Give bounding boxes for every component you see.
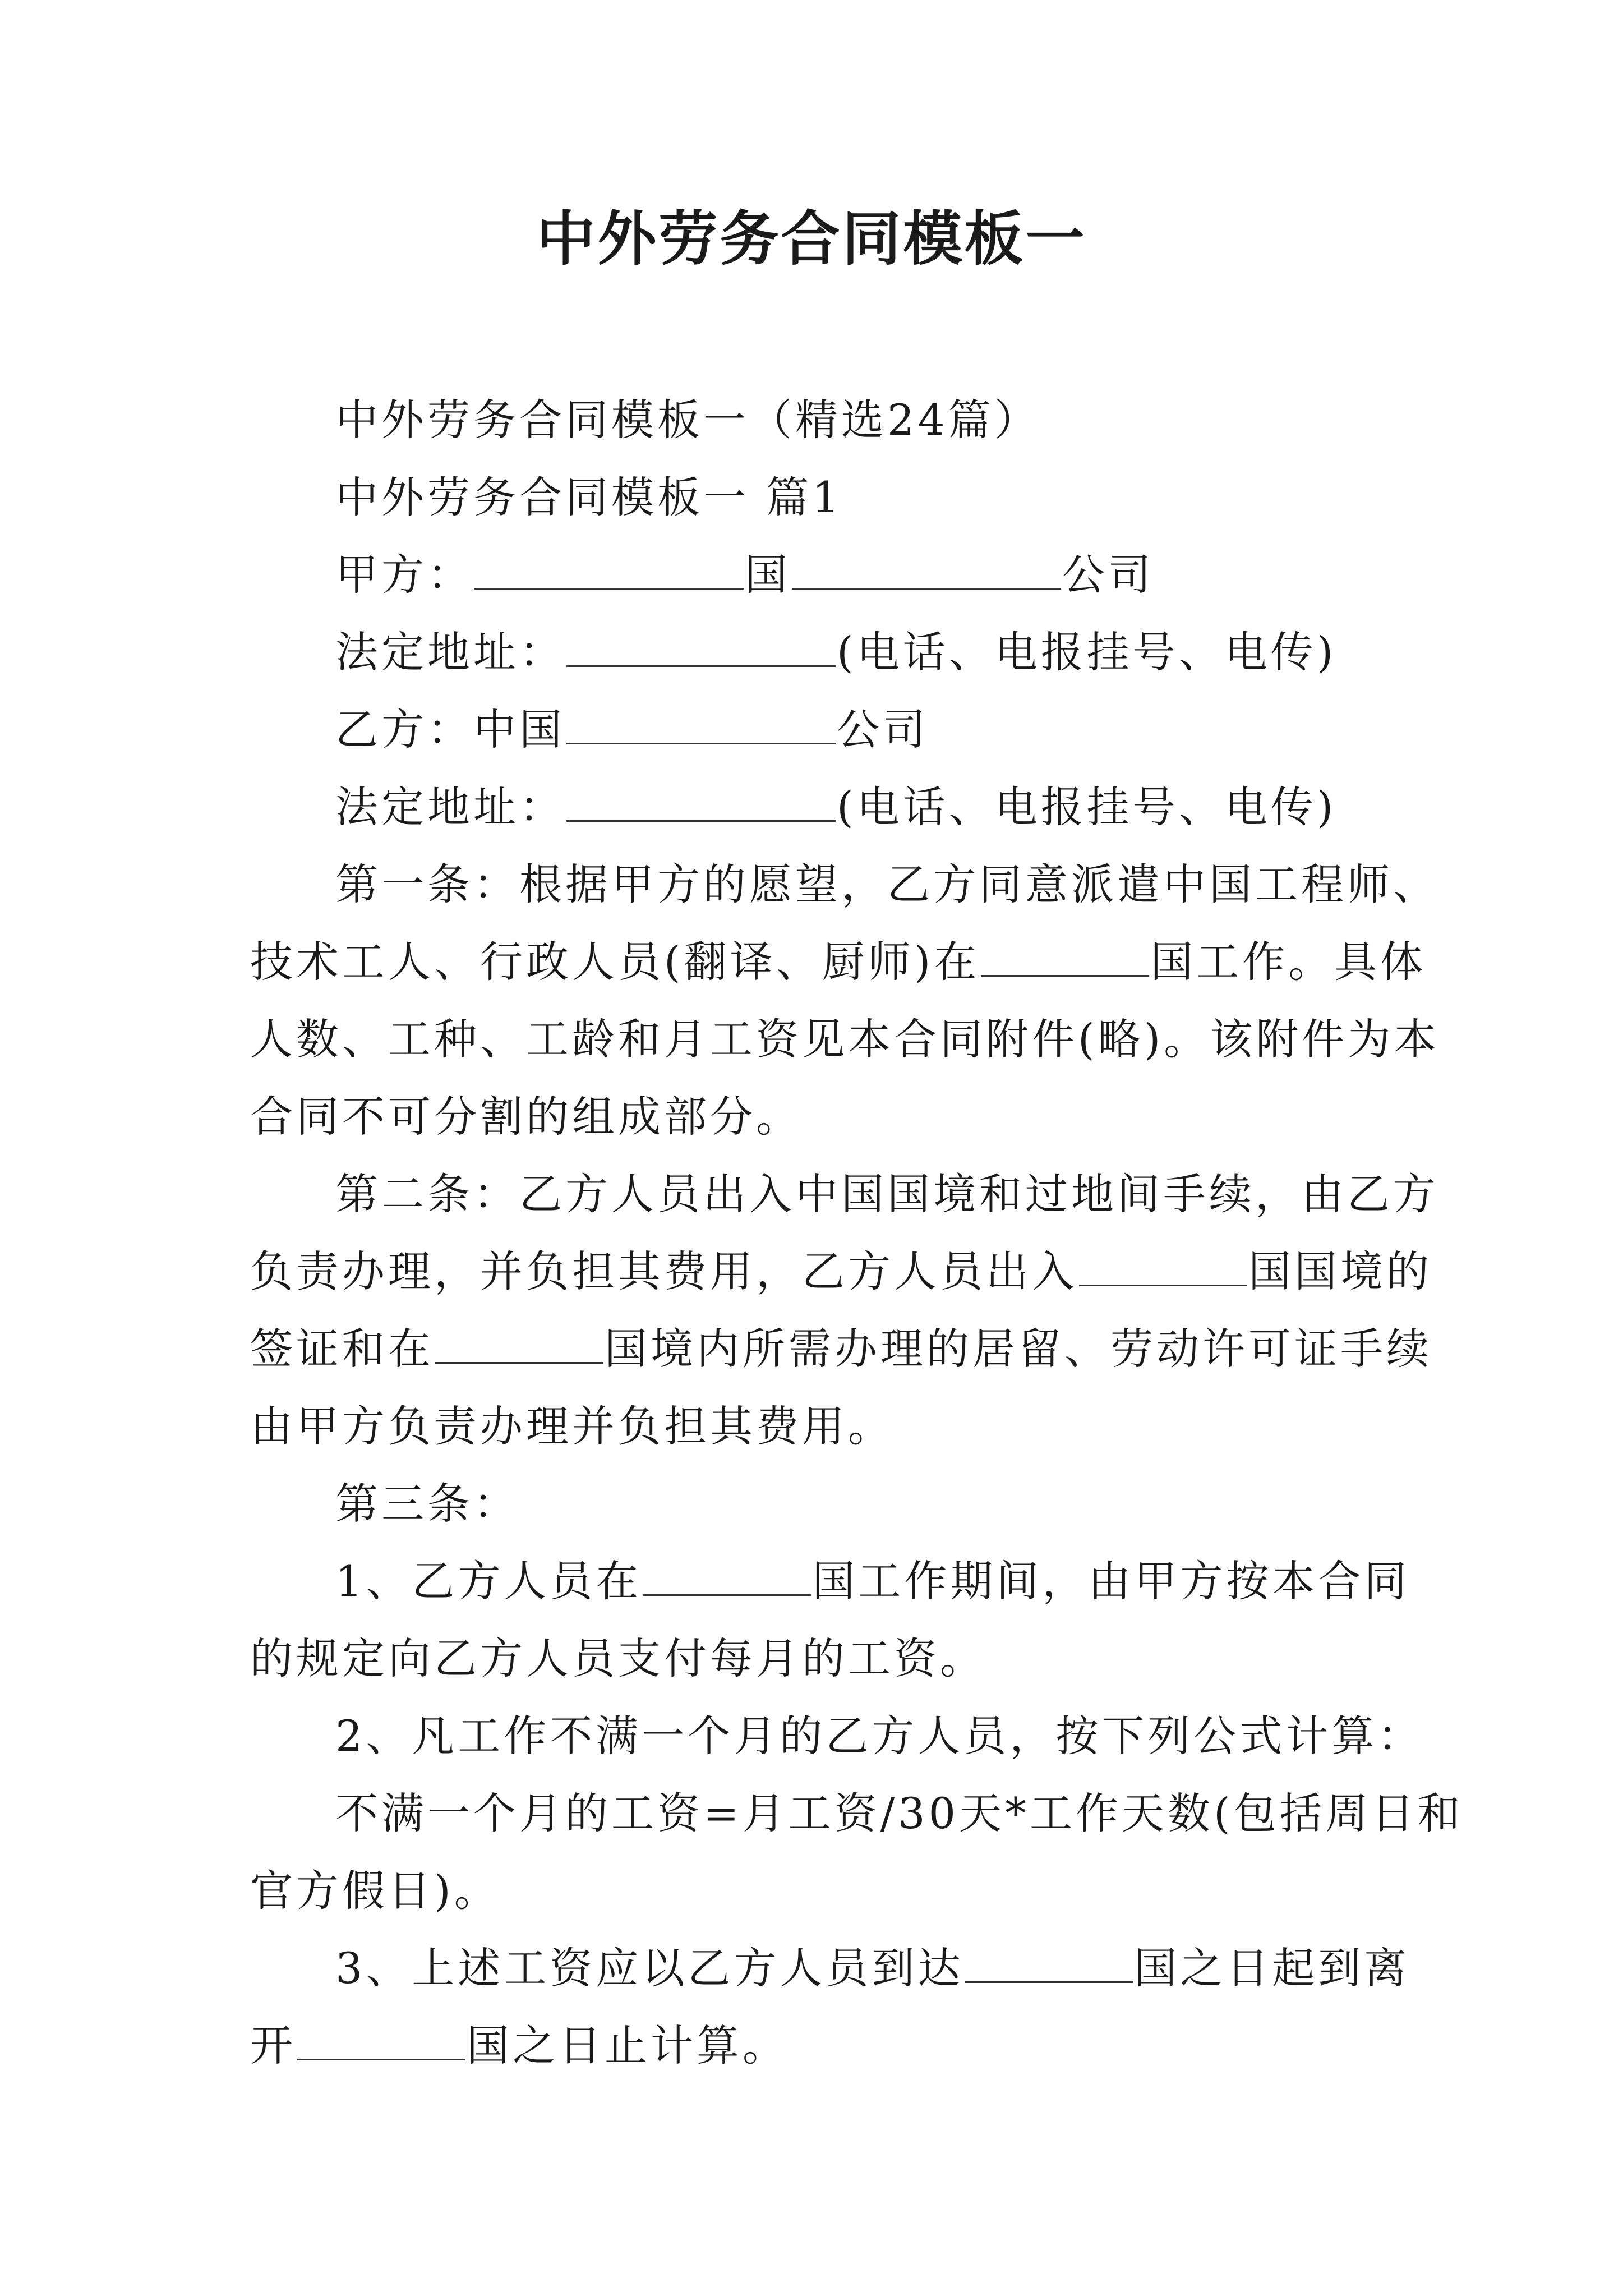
article-2-line-1: 第二条：乙方人员出入中国国境和过地间手续，由乙方	[335, 1169, 1439, 1219]
article-2-line-3	[250, 1310, 1432, 1388]
company-suffix: 公司	[1062, 550, 1154, 600]
address-suffix: (电话、电报挂号、电传)	[837, 627, 1337, 677]
article-3-item-1	[250, 1543, 1410, 1620]
article-2-line-4: 由甲方负责办理并负担其费用。	[250, 1401, 894, 1451]
country-blank	[965, 1948, 1133, 1983]
country-blank	[297, 2025, 465, 2060]
formula-line-2: 官方假日)。	[250, 1866, 500, 1916]
party-a-line	[250, 536, 1389, 614]
document-body	[250, 381, 1464, 2085]
country-blank	[474, 554, 744, 590]
text-segment: 国境内所需办理的居留、劳动许可证手续	[605, 1324, 1432, 1374]
text-segment: 1、乙方人员在	[335, 1556, 642, 1606]
text-segment: 国国境的	[1248, 1246, 1432, 1296]
party-b-label: 乙方：中国	[335, 705, 565, 754]
text-segment: 签证和在	[250, 1324, 434, 1374]
formula-line-1: 不满一个月的工资=月工资/30天*工作天数(包括周日和	[335, 1788, 1464, 1838]
subtitle: 中外劳务合同模板一（精选24篇）	[335, 395, 1040, 445]
address-label: 法定地址：	[335, 627, 565, 677]
text-segment: 开	[250, 2021, 296, 2070]
address-blank	[566, 632, 836, 667]
article-1-line-1: 第一条：根据甲方的愿望，乙方同意派遣中国工程师、	[335, 859, 1439, 909]
text-segment: 技术工人、行政人员(翻译、厨师)在	[250, 937, 980, 987]
text-segment: 国之日起到离	[1134, 1943, 1410, 1993]
address-b-line	[250, 769, 1389, 846]
country-blank	[1079, 1251, 1247, 1286]
article-1-line-3: 人数、工种、工龄和月工资见本合同附件(略)。该附件为本	[250, 1014, 1440, 1064]
company-blank	[792, 554, 1061, 590]
company-suffix: 公司	[837, 705, 929, 754]
article-3-heading: 第三条：	[335, 1479, 519, 1529]
company-blank	[566, 709, 836, 744]
party-a-label: 甲方：	[335, 550, 473, 600]
address-blank	[566, 786, 836, 822]
document-title: 中外劳务合同模板一	[536, 204, 1087, 273]
country-blank	[435, 1328, 603, 1364]
text-segment: 国工作。具体	[1150, 937, 1427, 987]
country-suffix: 国	[745, 550, 791, 600]
country-blank	[643, 1561, 811, 1596]
text-segment: 国工作期间，由甲方按本合同	[812, 1556, 1410, 1606]
article-3-item-2: 2、凡工作不满一个月的乙方人员，按下列公式计算：	[335, 1711, 1424, 1761]
country-blank	[981, 941, 1149, 977]
address-a-line	[250, 614, 1389, 691]
text-segment: 负责办理，并负担其费用，乙方人员出入	[250, 1246, 1078, 1296]
party-b-line	[250, 691, 1389, 769]
article-1-line-4: 合同不可分割的组成部分。	[250, 1092, 802, 1142]
address-label: 法定地址：	[335, 782, 565, 832]
article-3-item-1-cont: 的规定向乙方人员支付每月的工资。	[250, 1634, 986, 1683]
article-3-item-3	[250, 1930, 1410, 2007]
article-3-item-3-cont	[250, 2007, 1389, 2085]
address-suffix: (电话、电报挂号、电传)	[837, 782, 1337, 832]
part-heading: 中外劳务合同模板一 篇1	[335, 472, 843, 522]
text-segment: 3、上述工资应以乙方人员到达	[335, 1943, 964, 1993]
article-2-line-2	[250, 1233, 1432, 1310]
article-1-line-2	[250, 923, 1427, 1001]
text-segment: 国之日止计算。	[467, 2021, 789, 2070]
